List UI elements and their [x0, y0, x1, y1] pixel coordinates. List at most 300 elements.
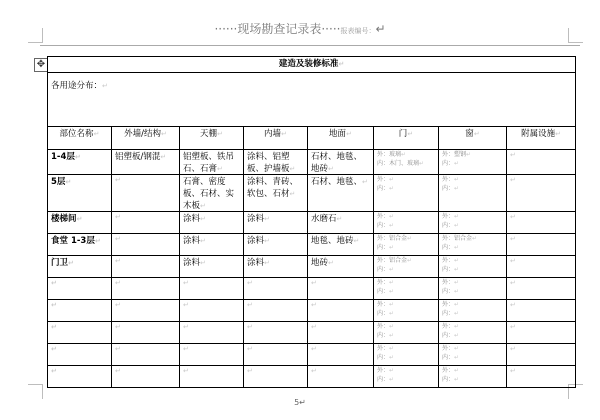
paragraph-mark: ↵	[454, 376, 460, 383]
cell-window-line	[442, 331, 503, 340]
cell-extra[interactable]	[507, 322, 576, 344]
cell-door-line-text: 内：	[377, 266, 390, 273]
paragraph-mark: ↵	[510, 279, 516, 287]
cell-inner-text: 涂料、青砖、软包、石材	[247, 177, 299, 199]
cell-floor[interactable]	[308, 212, 374, 234]
cell-door-line	[377, 322, 435, 331]
cell-inner-text: 涂料、铝塑板、护墙板	[247, 152, 290, 174]
cell-window[interactable]	[439, 256, 507, 278]
cell-window[interactable]	[439, 300, 507, 322]
paragraph-mark: ↵	[247, 367, 253, 375]
cell-window[interactable]	[439, 234, 507, 256]
column-header-label: 内墙	[264, 129, 282, 139]
cell-window-line	[442, 353, 503, 362]
paragraph-mark: ↵	[555, 130, 561, 138]
paragraph-mark: ↵	[76, 215, 83, 223]
paragraph-mark: ↵	[247, 279, 253, 287]
cell-floor[interactable]	[308, 366, 374, 388]
paragraph-mark: ↵	[264, 237, 270, 245]
cell-window-line-text: 外：	[442, 367, 455, 374]
cell-window-line-text: 内：	[442, 376, 455, 383]
paragraph-mark: ↵	[247, 323, 253, 331]
paragraph-mark: ↵	[311, 323, 317, 331]
cell-door-line	[377, 150, 435, 159]
paragraph-mark: ↵	[389, 323, 395, 330]
column-header-cell[interactable]	[112, 127, 180, 150]
paragraph-mark: ↵	[281, 130, 287, 138]
cell-door[interactable]	[374, 212, 439, 234]
cell-name[interactable]	[48, 322, 112, 344]
cell-floor[interactable]	[308, 234, 374, 256]
cell-wall[interactable]	[112, 150, 180, 175]
cell-ceiling-text: 涂料	[183, 236, 201, 246]
paragraph-mark: ↵	[510, 345, 516, 353]
cell-inner[interactable]	[244, 344, 308, 366]
cell-ceiling[interactable]	[180, 150, 244, 175]
cell-window-line-text: 内：	[442, 310, 455, 317]
cell-door[interactable]	[374, 150, 439, 175]
cell-inner-text: 涂料	[247, 214, 265, 224]
cell-door-line-text: 内：	[377, 376, 390, 383]
cell-door-line	[377, 344, 435, 353]
paragraph-mark: ↵	[389, 185, 395, 192]
cell-door-line	[377, 256, 435, 265]
cell-door-line-text: 内：	[377, 332, 390, 339]
cell-inner[interactable]	[244, 150, 308, 175]
cell-wall[interactable]	[112, 278, 180, 300]
paragraph-mark: ↵	[454, 213, 460, 220]
paragraph-mark: ↵	[328, 259, 334, 267]
column-header-label: 部位名称	[59, 129, 94, 139]
paragraph-mark: ↵	[183, 279, 189, 287]
cell-door-line-text: 外：玻璃	[377, 151, 402, 158]
paragraph-mark: ↵	[217, 130, 223, 138]
cell-door-line	[377, 159, 435, 168]
page-header	[0, 20, 600, 37]
paragraph-mark: ↵	[115, 345, 121, 353]
paragraph-mark: ↵	[454, 288, 460, 295]
paragraph-mark: ↵	[353, 237, 360, 245]
table-row	[48, 212, 576, 234]
cell-window-line	[442, 243, 503, 252]
paragraph-mark: ↵	[51, 279, 57, 287]
column-header-label: 附属设施	[521, 129, 556, 139]
table-row	[48, 234, 576, 256]
cell-ceiling[interactable]	[180, 278, 244, 300]
paragraph-mark: ↵	[115, 176, 121, 184]
cell-door-line-text: 内：木门、玻璃	[377, 160, 420, 167]
paragraph-mark: ↵	[183, 323, 189, 331]
paragraph-mark: ↵	[115, 235, 121, 243]
cell-floor-text: 石材、地毯、	[311, 177, 363, 187]
cell-inner[interactable]	[244, 256, 308, 278]
cell-window-line	[442, 159, 503, 168]
cell-floor[interactable]	[308, 322, 374, 344]
cell-name-text: 门卫	[51, 258, 69, 268]
paragraph-mark: ↵	[510, 213, 516, 221]
paragraph-mark: ↵	[389, 213, 395, 220]
paragraph-mark: ↵	[102, 82, 108, 90]
cell-name[interactable]	[48, 300, 112, 322]
cell-extra[interactable]	[507, 256, 576, 278]
paragraph-mark: ↵	[338, 60, 345, 68]
cell-window-line-text: 内：	[442, 266, 455, 273]
cell-door-line	[377, 234, 435, 243]
cell-door-line-text: 外：	[377, 345, 390, 352]
paragraph-mark: ↵	[328, 165, 334, 173]
cell-inner[interactable]	[244, 300, 308, 322]
cell-door-line-text: 外：铝合金	[377, 235, 408, 242]
cell-door[interactable]	[374, 300, 439, 322]
table-title: 建造及装修标准	[278, 59, 339, 69]
header-paragraph-mark: ↵	[375, 22, 386, 36]
cell-window[interactable]	[439, 150, 507, 175]
cell-door-line-text: 内：	[377, 310, 390, 317]
paragraph-mark: ↵	[336, 215, 343, 223]
cell-ceiling[interactable]	[180, 344, 244, 366]
cell-floor[interactable]	[308, 256, 374, 278]
paragraph-mark: ↵	[454, 354, 460, 361]
cell-wall[interactable]	[112, 300, 180, 322]
paragraph-mark: ↵	[389, 354, 395, 361]
paragraph-mark: ↵	[247, 345, 253, 353]
paragraph-mark: ↵	[454, 176, 460, 183]
cell-floor-text: 水磨石	[311, 214, 337, 224]
paragraph-mark: ↵	[510, 176, 516, 184]
cell-extra[interactable]	[507, 278, 576, 300]
cell-window[interactable]	[439, 322, 507, 344]
paragraph-mark: ↵	[407, 130, 414, 138]
cell-door-line	[377, 265, 435, 274]
cell-ceiling-text: 涂料	[183, 258, 201, 268]
cell-ceiling-text: 涂料	[183, 214, 201, 224]
cell-floor-text: 石材、地毯、地砖	[311, 152, 363, 174]
header-title: ······现场勘查记录表·····	[214, 22, 341, 36]
cell-door-line	[377, 375, 435, 384]
cell-window-line	[442, 278, 503, 287]
column-header-row	[48, 127, 576, 150]
paragraph-mark: ↵	[74, 153, 81, 161]
cell-wall[interactable]	[112, 344, 180, 366]
cell-extra[interactable]	[507, 175, 576, 212]
cell-wall[interactable]	[112, 256, 180, 278]
cell-door-line-text: 外：	[377, 323, 390, 330]
column-header-cell[interactable]	[374, 127, 439, 150]
cell-door-line-text: 内：	[377, 354, 390, 361]
paragraph-mark: ↵	[510, 301, 516, 309]
paragraph-mark: ↵	[200, 259, 206, 267]
cell-name[interactable]	[48, 234, 112, 256]
cell-window-line	[442, 300, 503, 309]
cell-window-line	[442, 221, 503, 230]
cell-name[interactable]	[48, 150, 112, 175]
cell-wall[interactable]	[112, 366, 180, 388]
cell-ceiling-text: 石膏、密度板、石材、实木板	[183, 177, 235, 211]
column-header-cell[interactable]	[439, 127, 507, 150]
table-body	[48, 150, 576, 388]
cell-window-line	[442, 344, 503, 353]
paragraph-mark: ↵	[115, 279, 121, 287]
paragraph-mark: ↵	[389, 332, 395, 339]
cell-window-line-text: 内：	[442, 288, 455, 295]
cell-door-line	[377, 278, 435, 287]
cell-wall[interactable]	[112, 175, 180, 212]
cell-door-line-text: 外：	[377, 176, 390, 183]
cell-door[interactable]	[374, 256, 439, 278]
cell-floor[interactable]	[308, 175, 374, 212]
cell-name[interactable]	[48, 212, 112, 234]
paragraph-mark: ↵	[115, 213, 121, 221]
cell-door-line-text: 外：	[377, 301, 390, 308]
paragraph-mark: ↵	[346, 130, 352, 138]
cell-floor[interactable]	[308, 278, 374, 300]
paragraph-mark: ↵	[472, 235, 478, 242]
cell-window[interactable]	[439, 278, 507, 300]
column-header-label: 地面	[329, 129, 347, 139]
paragraph-mark: ↵	[454, 310, 460, 317]
paragraph-mark: ↵	[389, 288, 395, 295]
paragraph-mark: ↵	[93, 130, 100, 138]
cell-window-line	[442, 150, 503, 159]
cell-ceiling[interactable]	[180, 212, 244, 234]
cell-window-line	[442, 212, 503, 221]
cell-name[interactable]	[48, 256, 112, 278]
building-standard-table	[47, 56, 576, 388]
cell-window-line-text: 内：	[442, 332, 455, 339]
cell-ceiling[interactable]	[180, 300, 244, 322]
table-row	[48, 322, 576, 344]
paragraph-mark: ↵	[454, 332, 460, 339]
paragraph-mark: ↵	[389, 222, 395, 229]
page-number: 5↵	[294, 398, 306, 407]
column-header-cell[interactable]	[244, 127, 308, 150]
paragraph-mark: ↵	[183, 367, 189, 375]
cell-extra[interactable]	[507, 150, 576, 175]
cell-window-line-text: 外：	[442, 323, 455, 330]
cell-ceiling[interactable]	[180, 322, 244, 344]
cell-window[interactable]	[439, 344, 507, 366]
paragraph-mark: ↵	[454, 367, 460, 374]
cell-name-text: 食堂 1-3层	[51, 236, 95, 246]
paragraph-mark: ↵	[65, 178, 72, 186]
cell-name[interactable]	[48, 175, 112, 212]
cell-extra[interactable]	[507, 234, 576, 256]
column-header-label: 窗	[465, 129, 474, 139]
cell-door-line	[377, 287, 435, 296]
cell-name-text: 1-4层	[51, 152, 75, 162]
paragraph-mark: ↵	[51, 301, 57, 309]
cell-extra[interactable]	[507, 344, 576, 366]
table-row	[48, 175, 576, 212]
table-row	[48, 150, 576, 175]
cell-door-line-text: 外：	[377, 367, 390, 374]
cell-ceiling[interactable]	[180, 234, 244, 256]
cell-window-line-text: 内：	[442, 244, 455, 251]
cell-window-line	[442, 366, 503, 375]
paragraph-mark: ↵	[389, 266, 395, 273]
purpose-distribution-label: 各用途分布：	[51, 81, 103, 91]
cell-door-line	[377, 366, 435, 375]
paragraph-mark: ↵	[311, 367, 317, 375]
cell-inner-text: 涂料	[247, 236, 265, 246]
paragraph-mark: ↵	[68, 259, 74, 267]
cell-door-line	[377, 331, 435, 340]
cell-window-line-text: 外：铝合金	[442, 235, 473, 242]
paragraph-mark: ↵	[454, 279, 460, 286]
cell-wall[interactable]	[112, 322, 180, 344]
cell-name[interactable]	[48, 344, 112, 366]
cell-window-line	[442, 287, 503, 296]
cell-window[interactable]	[439, 175, 507, 212]
paragraph-mark: ↵	[466, 151, 472, 158]
paragraph-mark: ↵	[264, 259, 270, 267]
cell-extra[interactable]	[507, 300, 576, 322]
column-header-cell[interactable]	[507, 127, 576, 150]
cell-inner[interactable]	[244, 212, 308, 234]
paragraph-mark: ↵	[389, 301, 395, 308]
cell-door[interactable]	[374, 234, 439, 256]
paragraph-mark: ↵	[389, 176, 395, 183]
cell-inner[interactable]	[244, 175, 308, 212]
cell-window-line-text: 内：	[442, 160, 455, 167]
table-move-handle-icon[interactable]: ✥	[34, 58, 48, 72]
crop-mark-bottom-left	[28, 384, 43, 399]
paragraph-mark: ↵	[247, 301, 253, 309]
cell-door[interactable]	[374, 175, 439, 212]
cell-ceiling[interactable]	[180, 256, 244, 278]
cell-window-line-text: 内：	[442, 354, 455, 361]
cell-window-line	[442, 322, 503, 331]
cell-door-line-text: 外：	[377, 279, 390, 286]
paragraph-mark: ↵	[510, 367, 516, 375]
table-row	[48, 366, 576, 388]
cell-floor-text: 地毯、地砖	[311, 236, 354, 246]
purpose-distribution-cell[interactable]	[48, 73, 576, 127]
cell-ceiling-text: 铝塑板、铁吊石、石膏	[183, 152, 235, 174]
paragraph-mark: ↵	[510, 151, 516, 159]
paragraph-mark: ↵	[200, 202, 206, 210]
cell-extra[interactable]	[507, 366, 576, 388]
paragraph-mark: ↵	[419, 160, 425, 167]
cell-window-line	[442, 184, 503, 193]
cell-door-line-text: 内：	[377, 244, 390, 251]
cell-window-line-text: 内：	[442, 185, 455, 192]
cell-door-line-text: 内：	[377, 185, 390, 192]
cell-name-text: 楼梯间	[51, 214, 77, 224]
cell-name[interactable]	[48, 366, 112, 388]
cell-inner[interactable]	[244, 278, 308, 300]
paragraph-mark: ↵	[454, 160, 460, 167]
cell-ceiling[interactable]	[180, 175, 244, 212]
header-rule	[40, 45, 580, 46]
cell-window-line-text: 外：	[442, 213, 455, 220]
cell-extra[interactable]	[507, 212, 576, 234]
paragraph-mark: ↵	[473, 130, 480, 138]
cell-inner-text: 涂料	[247, 258, 265, 268]
cell-inner[interactable]	[244, 366, 308, 388]
cell-inner[interactable]	[244, 234, 308, 256]
paragraph-mark: ↵	[454, 323, 460, 330]
cell-floor[interactable]	[308, 344, 374, 366]
paragraph-mark: ↵	[200, 237, 206, 245]
column-header-cell[interactable]	[308, 127, 374, 150]
paragraph-mark: ↵	[401, 151, 407, 158]
cell-window-line-text: 外：	[442, 176, 455, 183]
cell-name-text: 5层	[51, 177, 66, 187]
cell-window-line-text: 外：	[442, 345, 455, 352]
cell-wall[interactable]	[112, 234, 180, 256]
table-row	[48, 344, 576, 366]
paragraph-mark: ↵	[311, 345, 317, 353]
paragraph-mark: ↵	[510, 257, 516, 265]
column-header-cell[interactable]	[48, 127, 112, 150]
cell-door[interactable]	[374, 278, 439, 300]
paragraph-mark: ↵	[115, 367, 121, 375]
cell-door-line-text: 内：	[377, 222, 390, 229]
cell-window[interactable]	[439, 366, 507, 388]
paragraph-mark: ↵	[161, 130, 167, 138]
cell-window-line	[442, 309, 503, 318]
table-row	[48, 300, 576, 322]
cell-window-line	[442, 175, 503, 184]
cell-door-line-text: 外：铝合金	[377, 257, 408, 264]
paragraph-mark: ↵	[51, 323, 57, 331]
cell-window-line	[442, 265, 503, 274]
cell-window[interactable]	[439, 212, 507, 234]
cell-floor[interactable]	[308, 150, 374, 175]
paragraph-mark: ↵	[217, 165, 223, 173]
cell-wall[interactable]	[112, 212, 180, 234]
paragraph-mark: ↵	[115, 323, 121, 331]
cell-door[interactable]	[374, 322, 439, 344]
cell-window-line	[442, 375, 503, 384]
paragraph-mark: ↵	[389, 279, 395, 286]
paragraph-mark: ↵	[183, 345, 189, 353]
cell-wall-text: 铝塑板/钢混	[115, 152, 161, 162]
cell-floor-text: 地砖	[311, 258, 329, 268]
cell-door-line	[377, 212, 435, 221]
cell-door[interactable]	[374, 344, 439, 366]
paragraph-mark: ↵	[389, 310, 395, 317]
cell-door[interactable]	[374, 366, 439, 388]
cell-door-line-text: 内：	[377, 288, 390, 295]
paragraph-mark: ↵	[454, 222, 460, 229]
paragraph-mark: ↵	[51, 345, 57, 353]
paragraph-mark: ↵	[454, 301, 460, 308]
table-title-cell[interactable]	[48, 57, 576, 73]
paragraph-mark: ↵	[454, 266, 460, 273]
paragraph-mark: ↵	[389, 345, 395, 352]
paragraph-mark: ↵	[510, 235, 516, 243]
column-header-cell[interactable]	[180, 127, 244, 150]
cell-inner[interactable]	[244, 322, 308, 344]
cell-window-line	[442, 234, 503, 243]
paragraph-mark: ↵	[454, 185, 460, 192]
cell-floor[interactable]	[308, 300, 374, 322]
cell-door-line	[377, 175, 435, 184]
cell-ceiling[interactable]	[180, 366, 244, 388]
table-row	[48, 278, 576, 300]
cell-name[interactable]	[48, 278, 112, 300]
cell-door-line	[377, 184, 435, 193]
paragraph-mark: ↵	[407, 257, 413, 264]
paragraph-mark: ↵	[407, 235, 413, 242]
paragraph-mark: ↵	[389, 244, 395, 251]
paragraph-mark: ↵	[94, 237, 101, 245]
paragraph-mark: ↵	[454, 345, 460, 352]
cell-door-line-text: 外：	[377, 213, 390, 220]
cell-door-line	[377, 221, 435, 230]
